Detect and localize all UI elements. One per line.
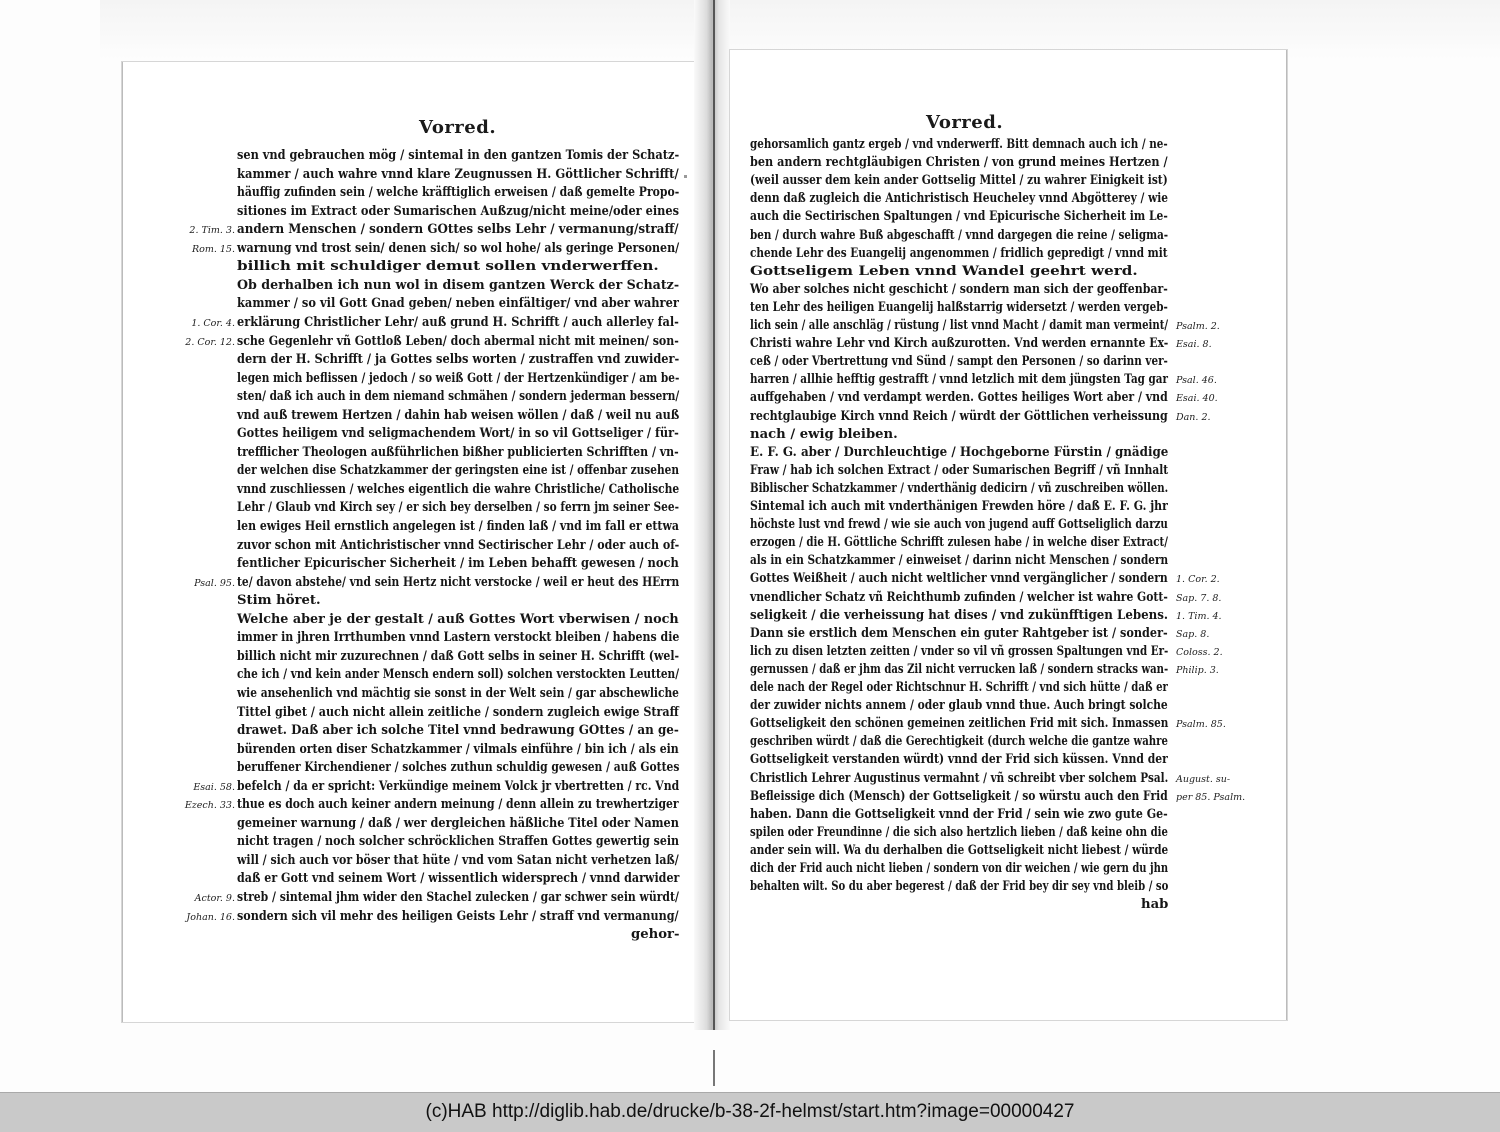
text-line: immer in jhren Irrthumben vnnd Lastern verstockt bleiben / habens die	[237, 630, 680, 646]
text-line: befelch / da er spricht: Verkündige meinem Volck jr vbertretten / rc. Vnd	[237, 778, 680, 794]
margin-reference-note: Esai. 8.	[1176, 339, 1212, 351]
margin-reference-note: Psalm. 2.	[1176, 321, 1220, 332]
text-line: Biblischer Schatzkammer / vnderthänig dedicirn / vñ zuschreiben wöllen.	[750, 480, 1169, 496]
text-line: denn daß zugleich die Antichristisch Heucheley vnnd Abgötterey / wie	[750, 191, 1169, 207]
text-line: bürenden orten diser Schatzkammer / vilmals einführe / bin ich / als ein	[237, 741, 679, 757]
text-line: zuvor schon mit Antichristischer vnnd Sectirischer Lehr / oder auch of-	[237, 537, 680, 553]
text-line: Dann sie erstlich dem Menschen ein guter Rahtgeber ist / sonder-	[750, 625, 1168, 641]
text-line: spilen oder Freundinne / die sich also hertzlich lieben / daß keine ohn die	[750, 824, 1168, 840]
text-line: seligkeit / die verheissung hat dises / vnd zukünfftigen Lebens.	[750, 607, 1169, 623]
text-line: dern der H. Schrifft / ja Gottes selbs worten / zustraffen vnd zuwider-	[237, 352, 680, 368]
margin-reference-note: Actor. 9.	[194, 893, 235, 904]
text-line: daß er Gott vnd seinem Wort / wissentlich widersprech / vnnd darwider	[237, 871, 680, 887]
margin-reference-note: Philip. 3.	[1176, 664, 1219, 676]
text-line: Christi wahre Lehr vnd Kirch außzurotten. Vnd werden ernannte Ex-	[750, 336, 1169, 352]
margin-reference-note: Psal. 95.	[194, 577, 235, 589]
margin-reference-note: August. su-	[1176, 773, 1231, 785]
text-line: Fraw / hab ich solchen Extract / oder Sumarischen Begriff / vñ Innhalt	[750, 462, 1169, 478]
spine-fold-line	[713, 0, 715, 1030]
text-line: Gottseligkeit den schönen gemeinen zeitlichen Frid mit sich. Inmassen	[750, 716, 1169, 732]
margin-reference-note: Esai. 58.	[193, 781, 235, 793]
text-line: te/ davon abstehe/ vnd sein Hertz nicht verstocke / weil er heut des HErrn	[237, 574, 680, 590]
text-line: vnnd zuschliessen / welches eigentlich die wahre Christliche/ Catholische	[237, 481, 680, 497]
text-line: vnendlicher Schatz vñ Reichthumb zufinden / welcher ist wahre Gott-	[750, 589, 1168, 605]
text-line: Gottes heiligem vnd seligmachendem Wort/ in so vil Gottseliger / für-	[237, 426, 679, 442]
text-line: lich sein / alle anschläg / rüstung / list vnnd Macht / damit man vermeint/	[750, 318, 1169, 333]
text-line: streb / sintemal jhm wider den Stachel zulecken / gar schwer sein würdt/	[237, 890, 679, 905]
copyright-url: (c)HAB http://diglib.hab.de/drucke/b-38-2f-helmst/start.htm?image=00000427	[425, 1101, 1075, 1122]
text-line: ben / durch wahre Buß abgeschafft / vnnd dargegen die reine / seligma-	[750, 227, 1169, 243]
text-line: ten Lehr des heiligen Euangelij halßstarrig widersetzt / werden vergeb-	[750, 299, 1168, 315]
text-line: als in ein Schatzkammer / einweiset / darinn nicht Menschen / sondern	[750, 553, 1169, 569]
text-line: sche Gegenlehr vñ Gottloß Leben/ doch abermal nicht mit meinen/ son-	[237, 333, 679, 349]
text-line: gehorsamlich gantz ergeb / vnd vnderwerff. Bitt demnach auch ich / ne-	[750, 137, 1168, 152]
text-line: Befleissige dich (Mensch) der Gottseligkeit / so würstu auch den Frid	[750, 788, 1168, 804]
right-page-header: Vorred.	[926, 112, 1004, 133]
margin-reference-note: Sap. 7. 8.	[1176, 592, 1222, 604]
text-line: höchste lust vnd frewd / wie sie auch von jugend auff Gottseliglich darzu	[750, 517, 1168, 533]
left-page-header: Vorred.	[419, 117, 497, 138]
text-line: gemeiner warnung / daß / wer dergleichen häßliche Titel oder Namen	[237, 815, 679, 831]
text-line: warnung vnd trost sein/ denen sich/ so wol hohe/ als geringe Personen/	[237, 240, 680, 256]
text-line: beruffener Kirchendiener / solches zuthun schuldig gewesen / auß Gottes	[237, 760, 680, 776]
text-line: billich mit schuldiger demut sollen vnderwerffen.	[237, 259, 659, 275]
text-line: Ob derhalben ich nun wol in disem gantzen Werck der Schatz-	[237, 277, 680, 293]
text-line: Christlich Lehrer Augustinus vermahnt / vñ schreibt vber solchem Psal.	[750, 770, 1169, 786]
margin-reference-note: 2. Tim. 3.	[189, 225, 235, 237]
margin-reference-note: Sap. 8.	[1176, 628, 1210, 640]
text-line: rechtglaubige Kirch vnnd Reich / würdt der Göttlichen verheissung	[750, 408, 1168, 424]
text-line: E. F. G. aber / Durchleuchtige / Hochgeborne Fürstin / gnädige	[750, 444, 1169, 460]
text-line: kammer / auch wahre vnnd klare Zeugnussen H. Göttlicher Schrifft/	[237, 166, 679, 182]
text-line: Lehr / Glaub vnd Kirch sey / er sich bey derselben / so ferrn jm seiner See-	[237, 500, 679, 516]
text-line: der zuwider nichts annem / oder glaub vnnd thue. Auch bringt solche	[750, 698, 1168, 714]
text-line: andern Menschen / sondern GOttes selbs Lehr / vermanung/straff/	[237, 222, 679, 238]
text-line: harren / allhie hefftig gestrafft / vnnd letzlich mit dem jüngsten Tag gar	[750, 372, 1168, 388]
book-spine	[694, 0, 730, 1030]
text-line: fentlicher Epicurischer Sicherheit / im Leben behafft gewesen / noch	[237, 556, 679, 572]
margin-reference-note: per 85. Psalm.	[1176, 791, 1246, 803]
margin-reference-note: Rom. 15.	[191, 243, 235, 255]
copyright-footer	[0, 1092, 1500, 1132]
text-line: sitiones im Extract oder Sumarischen Außzug/nicht meine/oder eines	[237, 203, 679, 219]
text-line: trefflicher Theologen außführlichen bißher publicierten Schrifften / vn-	[237, 444, 679, 460]
margin-reference-note: 1. Tim. 4.	[1176, 610, 1222, 622]
margin-reference-note: Johan. 16.	[186, 911, 235, 923]
text-line: lich zu disen letzten zeitten / vnder so vil vñ grossen Spaltungen vnd Er-	[750, 643, 1169, 659]
margin-reference-note: Esai. 40.	[1176, 393, 1218, 405]
margin-reference-note: Ezech. 33.	[184, 800, 235, 812]
text-line: Gottes Weißheit / auch nicht weltlicher vnnd vergänglicher / sondern	[750, 571, 1168, 587]
text-line: (weil ausser dem kein ander Gottselig Mittel / zu wahrer Einigkeit ist)	[750, 173, 1168, 189]
text-line: sten/ daß ich auch in dem niemand schmähen / sondern jederman bessern/	[237, 389, 680, 405]
text-line: ceß / oder Vbertrettung vnd Sünd / sampt den Personen / so darinn ver-	[750, 354, 1168, 370]
text-line: der welchen dise Schatzkammer der geringsten eine ist / offenbar zusehen	[237, 463, 679, 479]
text-line: sen vnd gebrauchen mög / sintemal in den gantzen Tomis der Schatz-	[237, 148, 680, 163]
text-line: erzogen / die H. Göttliche Schrifft zulesen habe / in welche diser Extract/	[750, 535, 1168, 551]
text-line: ben andern rechtgläubigen Christen / von grund meines Hertzen /	[750, 155, 1168, 171]
scan-speck	[684, 175, 687, 178]
text-line: chende Lehr des Euangelij angenommen / fridlich gepredigt / vnnd mit	[750, 245, 1168, 261]
text-line: Tittel gibet / auch nicht allein zeitliche / sondern zugleich ewige Straff	[237, 704, 679, 720]
text-line: geschriben würdt / daß die Gerechtigkeit (durch welche die gantze wahre	[750, 734, 1168, 750]
text-line: auch die Sectirischen Spaltungen / vnd Epicurische Sicherheit im Le-	[750, 209, 1168, 225]
text-line: auffgehaben / vnd verdampt werden. Gottes heiliges Wort aber / vnd	[750, 390, 1168, 406]
text-line: Welche aber je der gestalt / auß Gottes Wort vberwisen / noch	[237, 611, 679, 627]
margin-reference-note: 1. Cor. 2.	[1176, 574, 1220, 586]
text-line: Gottseligem Leben vnnd Wandel geehrt werd.	[750, 263, 1138, 279]
text-line: Gottseligkeit verstanden würdt) vnnd der Frid sich küssen. Vnnd der	[750, 752, 1168, 768]
margin-reference-note: 1. Cor. 4.	[191, 317, 235, 329]
text-line: wie ansehenlich vnd mächtig sie sonst in der Welt sein / gar abschewliche	[237, 685, 679, 701]
text-line: ander sein will. Wa du derhalben die Gottseligkeit nicht liebest / würde	[750, 842, 1169, 858]
margin-reference-note: Psal. 46.	[1176, 375, 1217, 387]
text-line: drawet. Daß aber ich solche Titel vnnd bedrawung GOttes / an ge-	[237, 723, 679, 739]
text-line: Sintemal ich auch mit vnderthänigen Frewden höre / daß E. F. G. jhr	[750, 499, 1168, 514]
text-line: dich der Frid auch nicht lieben / sondern von dir weichen / wie gern du jhn	[750, 861, 1169, 876]
text-line: thue es doch auch keiner andern meinung / denn allein zu trewhertziger	[237, 797, 679, 813]
text-line: hab	[1141, 897, 1169, 913]
text-line: sondern sich vil mehr des heiligen Geists Lehr / straff vnd vermanung/	[237, 908, 679, 924]
text-line: haben. Dann die Gottseligkeit vnnd der Frid / sein wie zwo gute Ge-	[750, 806, 1168, 822]
scan-mark	[713, 1050, 715, 1086]
text-line: len ewiges Heil ernstlich angelegen ist / finden laß / vnd im fall er ettwa	[237, 519, 679, 534]
text-line: legen mich beflissen / jedoch / so weiß Gott / der Hertzenkündiger / am be-	[237, 370, 680, 386]
text-line: nach / ewig bleiben.	[750, 426, 898, 442]
text-line: Stim höret.	[237, 593, 321, 609]
text-line: Wo aber solches nicht geschicht / sondern man sich der geoffenbar-	[750, 281, 1168, 297]
text-line: nicht tragen / noch solcher schröcklichen Straffen Gottes gewertig sein	[237, 834, 679, 850]
text-line: che ich / vnd kein ander Mensch endern soll) solchen verstockten Leutten/	[237, 667, 680, 683]
text-line: gernussen / daß er jhm das Zil nicht verrucken laß / sondern stracks wan-	[750, 661, 1169, 677]
margin-reference-note: Dan. 2.	[1176, 411, 1211, 423]
text-line: vnd auß trewem Hertzen / dahin hab weisen wöllen / daß / weil nu auß	[237, 407, 680, 423]
text-line: dele nach der Regel oder Richtschnur H. Schrifft / vnd sich hütte / daß er	[750, 680, 1168, 695]
text-line: erklärung Christlicher Lehr/ auß grund H. Schrifft / auch allerley fal-	[237, 314, 679, 330]
text-line: behalten wilt. So du aber begerest / daß der Frid bey dir sey vnd bleib / so	[750, 879, 1169, 895]
text-line: will / sich auch vor böser that hüte / vnd vom Satan nicht verhetzen laß/	[237, 852, 679, 868]
text-line: kammer / so vil Gott Gnad geben/ neben einfältiger/ vnd aber wahrer	[237, 296, 679, 312]
margin-reference-note: 2. Cor. 12.	[185, 336, 235, 348]
margin-reference-note: Psalm. 85.	[1176, 719, 1226, 731]
right-page	[730, 50, 1287, 1020]
text-line: gehor-	[631, 927, 680, 943]
margin-reference-note: Coloss. 2.	[1176, 646, 1223, 658]
text-line: billich nicht mir zuzurechnen / daß Gott selbs in seiner H. Schrifft (wel-	[237, 648, 680, 664]
text-line: häuffig zufinden sein / welche kräfftiglich erweisen / daß gemelte Propo-	[237, 185, 680, 201]
left-page	[122, 62, 695, 1022]
